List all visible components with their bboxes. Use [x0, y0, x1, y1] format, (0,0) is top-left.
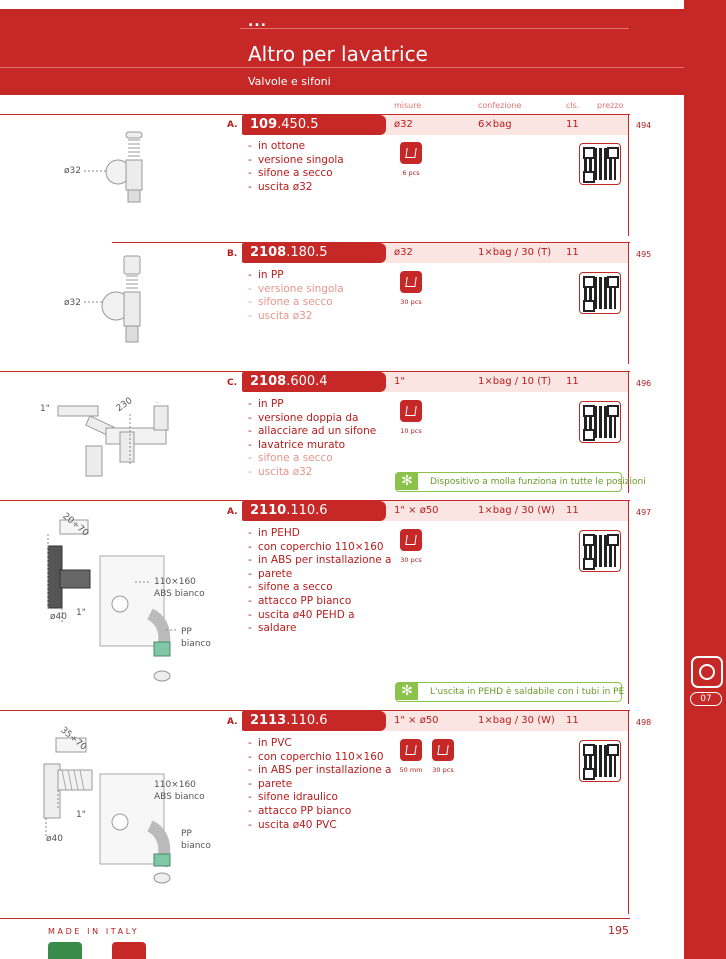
section-number: 07: [690, 692, 722, 706]
bag-icon: [400, 529, 422, 551]
page-subtitle: Valvole e sifoni: [248, 75, 331, 88]
wall-siphon-illustration: [40, 518, 210, 683]
qr-code[interactable]: [579, 401, 621, 443]
feature-list: [248, 398, 376, 480]
page-ref: 498: [636, 718, 652, 727]
header-dots: ...: [248, 14, 267, 30]
feature-item: - uscita ø40 PEHD a: [248, 609, 392, 623]
feature-list: [248, 737, 392, 832]
qr-code[interactable]: [579, 143, 621, 185]
confezione-value: 1×bag / 30 (T): [478, 247, 552, 258]
product-code[interactable]: [242, 243, 386, 263]
feature-item: - attacco PP bianco: [248, 595, 392, 609]
misure-value: ø32: [394, 247, 413, 258]
note-text: L'uscita in PEHD è saldabile con i tubi in PE: [430, 687, 625, 697]
code-rest: .600.4: [286, 374, 328, 389]
dimension-label: PP: [181, 627, 192, 637]
dimension-label: 1": [76, 608, 86, 618]
qr-code[interactable]: [579, 740, 621, 782]
product-code[interactable]: [242, 372, 386, 392]
code-bold: 2110: [250, 503, 287, 518]
col-confezione: confezione: [478, 101, 522, 110]
dimension-label: 1": [76, 810, 86, 820]
feature-list: [248, 140, 344, 194]
info-note: [395, 472, 646, 492]
bag-icon: [400, 271, 422, 293]
dimension-label: bianco: [181, 639, 211, 649]
feature-item: - sifone a secco: [248, 167, 344, 181]
feature-item: - uscita ø32: [248, 181, 344, 195]
feature-list: [248, 269, 344, 323]
dimension-label: 230: [114, 395, 135, 415]
page-ref: 497: [636, 508, 652, 517]
code-rest: .110.6: [286, 713, 328, 728]
product-letter: A.: [227, 717, 238, 727]
qr-code[interactable]: [579, 272, 621, 314]
dimension-label: ø40: [46, 834, 63, 844]
asterisk-icon: ✻: [396, 683, 418, 700]
misure-value: 1": [394, 376, 405, 387]
col-cls: cls.: [566, 101, 580, 110]
page-ref: 494: [636, 121, 652, 130]
siphon-illustration: [82, 254, 162, 346]
feature-item: - allacciare ad un sifone: [248, 425, 376, 439]
section-band: [684, 0, 726, 959]
col-misure: misure: [394, 101, 422, 110]
feature-item: - saldare: [248, 622, 392, 636]
page-title: Altro per lavatrice: [248, 42, 428, 66]
code-rest: .180.5: [286, 245, 328, 260]
feature-item: - sifone a secco: [248, 296, 344, 310]
dimension-label: PP: [181, 829, 192, 839]
feature-item: - in PEHD: [248, 527, 392, 541]
code-rest: .450.5: [277, 117, 319, 132]
dimension-label: 1": [40, 404, 50, 414]
pkg-label: 30 pcs: [400, 298, 422, 306]
feature-item: - uscita ø40 PVC: [248, 819, 392, 833]
header-divider: [240, 28, 629, 29]
cls-value: 11: [566, 376, 579, 387]
feature-item: - versione singola: [248, 283, 344, 297]
product-letter: C.: [227, 378, 238, 388]
flag-green: [48, 942, 82, 959]
product-code[interactable]: [242, 711, 386, 731]
feature-item: - lavatrice murato: [248, 439, 376, 453]
feature-item: - parete: [248, 778, 392, 792]
cls-value: 11: [566, 715, 579, 726]
bag-icon: [400, 400, 422, 422]
feature-item: - sifone a secco: [248, 581, 392, 595]
info-note: [395, 682, 625, 702]
misure-value: ø32: [394, 119, 413, 130]
row-border: [628, 114, 629, 236]
feature-item: - parete: [248, 568, 392, 582]
dimension-label: 35÷70: [58, 725, 89, 753]
footer-divider: [0, 918, 630, 919]
row-border: [628, 710, 629, 914]
product-letter: A.: [227, 507, 238, 517]
code-bold: 2108: [250, 245, 287, 260]
pkg-label: 30 pcs: [400, 556, 422, 564]
pkg-label: 50 mm: [399, 766, 423, 774]
feature-item: - versione singola: [248, 154, 344, 168]
product-code[interactable]: [242, 115, 386, 135]
feature-item: - in PVC: [248, 737, 392, 751]
washing-machine-drum-icon: [699, 664, 715, 680]
dimension-label: ø40: [50, 612, 67, 622]
feature-item: - con coperchio 110×160: [248, 751, 392, 765]
made-in-italy: MADE IN ITALY: [48, 927, 140, 936]
wall-siphon-pvc-illustration: [36, 730, 210, 890]
page-ref: 495: [636, 250, 652, 259]
code-bold: 2113: [250, 713, 287, 728]
product-code[interactable]: [242, 501, 386, 521]
feature-item: - versione doppia da: [248, 412, 376, 426]
confezione-value: 6×bag: [478, 119, 512, 130]
feature-item: - in ottone: [248, 140, 344, 154]
feature-item: - sifone a secco: [248, 452, 376, 466]
col-prezzo: prezzo: [597, 101, 624, 110]
cls-value: 11: [566, 119, 579, 130]
page-ref: 496: [636, 379, 652, 388]
header-divider: [0, 67, 684, 68]
product-letter: A.: [227, 120, 238, 130]
cls-value: 11: [566, 505, 579, 516]
double-valve-illustration: [50, 402, 180, 484]
dimension-label: ABS bianco: [154, 589, 205, 599]
feature-item: - in ABS per installazione a: [248, 554, 392, 568]
code-bold: 2108: [250, 374, 287, 389]
feature-item: - uscita ø32: [248, 310, 344, 324]
confezione-value: 1×bag / 10 (T): [478, 376, 552, 387]
dimension-label: ABS bianco: [154, 792, 205, 802]
misure-value: 1" × ø50: [394, 505, 439, 516]
confezione-value: 1×bag / 30 (W): [478, 715, 555, 726]
confezione-value: 1×bag / 30 (W): [478, 505, 555, 516]
pkg-label: 30 pcs: [432, 766, 454, 774]
feature-item: - in PP: [248, 269, 344, 283]
product-letter: B.: [227, 249, 238, 259]
pkg-label: 6 pcs: [402, 169, 420, 177]
qr-code[interactable]: [579, 530, 621, 572]
dimension-label: ø32: [64, 166, 81, 176]
siphon-type-icon: [400, 739, 422, 761]
valve-illustration: [82, 126, 162, 206]
row-border: [628, 500, 629, 704]
asterisk-icon: ✻: [396, 473, 418, 490]
bag-icon: [400, 142, 422, 164]
row-border: [628, 242, 629, 364]
note-text: Dispositivo a molla funziona in tutte le posizioni: [430, 477, 646, 487]
feature-item: - in PP: [248, 398, 376, 412]
feature-list: [248, 527, 392, 636]
feature-item: - sifone idraulico: [248, 791, 392, 805]
dimension-label: ø32: [64, 298, 81, 308]
code-bold: 109: [250, 117, 278, 132]
dimension-label: 20÷70: [60, 511, 91, 539]
feature-item: - attacco PP bianco: [248, 805, 392, 819]
dimension-label: 110×160: [154, 577, 196, 587]
misure-value: 1" × ø50: [394, 715, 439, 726]
page-number: 195: [608, 924, 629, 937]
code-rest: .110.6: [286, 503, 328, 518]
feature-item: - uscita ø32: [248, 466, 376, 480]
feature-item: - con coperchio 110×160: [248, 541, 392, 555]
feature-item: - in ABS per installazione a: [248, 764, 392, 778]
flag-red: [112, 942, 146, 959]
dimension-label: 110×160: [154, 780, 196, 790]
dimension-label: bianco: [181, 841, 211, 851]
bag-icon: [432, 739, 454, 761]
pkg-label: 10 pcs: [400, 427, 422, 435]
cls-value: 11: [566, 247, 579, 258]
